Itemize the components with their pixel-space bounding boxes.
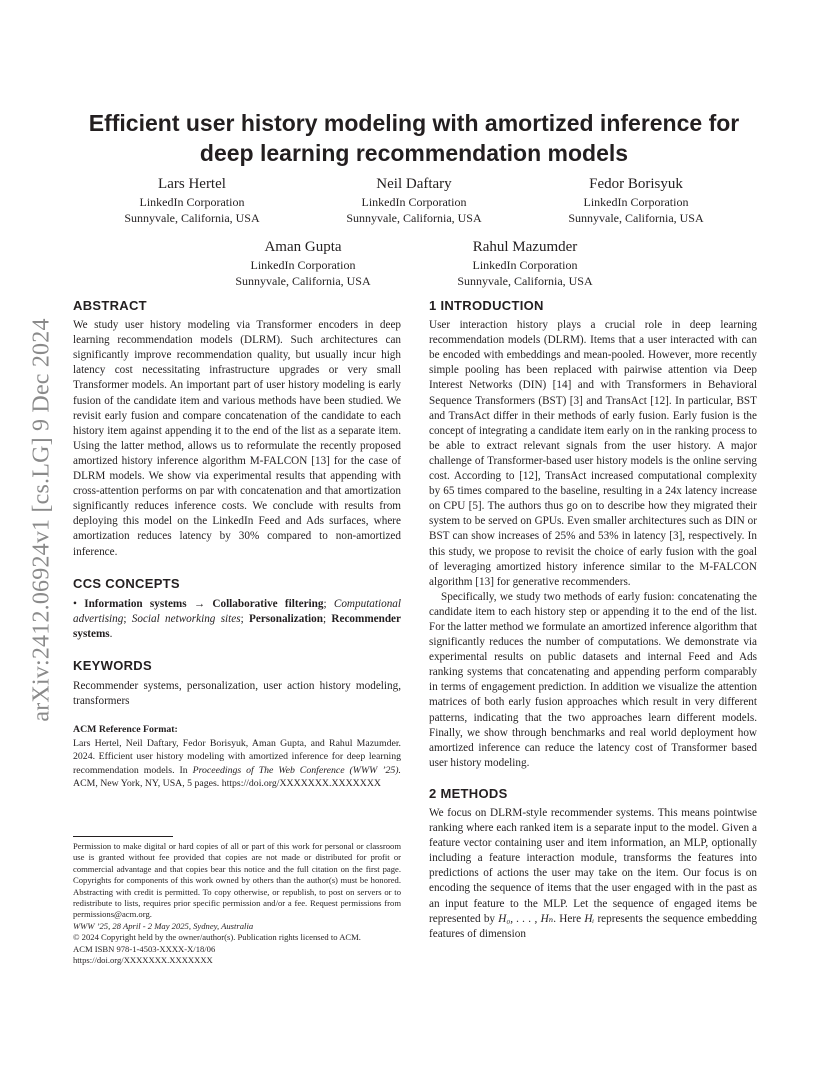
methods-text: represents the sequence embedding features of dimension [429,912,757,940]
author-3 [526,174,746,226]
methods-paragraph [429,806,757,942]
ccs-concept: Personalization [249,612,323,625]
acm-reference-heading: ACM Reference Format: [73,724,178,736]
methods-text: We focus on DLRM-style recommender systems. This means pointwise ranking where each ranked item is a separate input to the model. Given a feature vector containing user and item information, an MLP, optionally including a feature interaction module, transforms the features into predictions of actions the user may take on the item. Our focus is on encoding the sequence of items that the user engaged with in the past as an input feature to the MLP. Let the sequence of engaged items be represented by [429,807,757,925]
right-column [429,298,757,942]
methods-heading: 2 METHODS [429,785,508,801]
acm-reference-part: Lars Hertel, Neil Daftary, Fedor Borisyuk, Aman Gupta, and Rahul Mazumder. 2024. Efficient user history modeling with amortized inference for deep learning recommendation models. In [73,737,401,776]
methods-text: . Here [553,912,585,925]
ccs-concept: Information systems [84,597,187,610]
abstract-heading: ABSTRACT [73,298,147,313]
arxiv-stamp [22,290,62,750]
ccs-end: . [109,627,113,640]
acm-reference-part: ACM, New York, NY, USA, 5 pages. https://doi.org/XXXXXXX.XXXXXXX [73,778,381,790]
author-location: Sunnyvale, California, USA [124,211,260,225]
acm-reference [73,723,401,791]
author-affiliation: LinkedIn Corporation [250,258,356,272]
arxiv-stamp-text: arXiv:2412.06924v1 [cs.LG] 9 Dec 2024 [28,318,55,722]
author-location: Sunnyvale, California, USA [235,274,371,288]
author-location: Sunnyvale, California, USA [346,211,482,225]
author-5 [415,237,635,289]
author-name: Neil Daftary [376,176,452,192]
keywords-text: Recommender systems, personalization, user action history modeling, transformers [73,680,401,708]
ccs-concept: Computational advertising [73,597,402,625]
author-affiliation: LinkedIn Corporation [583,195,689,209]
ccs-concept: Recommender systems [73,612,401,640]
author-name: Rahul Mazumder [472,239,578,255]
author-name: Aman Gupta [264,239,342,255]
ccs-separator: ; [240,612,250,625]
ccs-heading: CCS CONCEPTS [73,575,180,591]
keywords-heading: KEYWORDS [73,657,152,673]
paper-title: Efficient user history modeling with amortized inference for deep learning recommendation models [88,110,740,166]
footnote-rule [73,836,173,837]
author-name: Lars Hertel [158,176,226,192]
permission-text: Permission to make digital or hard copies of all or part of this work for personal or classroom use is granted without fee provided that copies are not made or distributed for profit or commercial advantage and that copies bear this notice and the full citation on the first page. Copyrights for components of this work owned by others than the author(s) must be honored. Abstracting with credit is permitted. To copy otherwise, or republish, to post on servers or to redistribute to lists, requires prior specific permission and/or a fee. Request permissions from permissions@acm.org. [73,841,401,920]
doi-text: https://doi.org/XXXXXXX.XXXXXXX [73,955,213,966]
author-location: Sunnyvale, California, USA [457,274,593,288]
author-affiliation: LinkedIn Corporation [472,258,578,272]
ccs-arrow: → [186,597,213,610]
author-affiliation: LinkedIn Corporation [139,195,245,209]
author-4 [193,237,413,289]
author-location: Sunnyvale, California, USA [568,211,704,225]
isbn-text: ACM ISBN 978-1-4503-XXXX-X/18/06 [73,943,216,954]
conference-info: WWW ’25, 28 April - 2 May 2025, Sydney, Australia [73,920,254,931]
acm-reference-venue: Proceedings of The Web Conference (WWW ’25). [192,764,402,776]
ccs-bullet: • [73,597,77,610]
intro-paragraph: Specifically, we study two methods of early fusion: concatenating the candidate item to each history step or appending it to the end of the list. For the latter method we formulate an amortized inference algorithm that significantly reduces the number of computations. We demonstrate via experimental results on public datasets and internal Feed and Ads ranking systems that concatenating and appending perform comparably in terms of engagement prediction. In addition we visualize the attention matrices of both early fusion approaches which result in very different patterns, indicating that the two approaches learn different models. Finally, we show through benchmarks and real world deployment how amortized inference can reduce the latency cost of Transformer based user history modeling. [429,590,757,769]
author-name: Fedor Borisyuk [589,176,683,192]
intro-paragraph: User interaction history plays a crucial role in deep learning recommendation models (DLRM). Items that a user interacted with can be encoded with embeddings and mean-pooled. However, more recently simple pooling has been replaced with pairwise attention via Deep Interest Networks (DIN) [14] and with Transformers in Behavioral Sequence Transformers (BST) [3] and TransAct [12]. In particular, BST and TransAct differ in their methods of early fusion. Early fusion is the concept of integrating a candidate item early on in the ranking process to be able to extract relevant signals from the user history. A major challenge of Transformer-based user history models is the online serving cost. According to [12], TransAct increased computational complexity by 65 times compared to the baseline, resulting in a 24x latency increase on CPU [5]. The authors thus go on to describe how they migrated their system to be served on GPUs. Even smaller architectures such as DIN or BST can show increases of 25% and 53% in latency [3], respectively. In this study, we propose to revisit the choice of early fusion with the goal of leveraging amortized history inference similar to the M-FALCON algorithm [13] for generative recommenders. [429,319,757,588]
ccs-separator: ; [322,612,332,625]
intro-heading: 1 INTRODUCTION [429,298,544,313]
author-affiliation: LinkedIn Corporation [361,195,467,209]
author-2 [304,174,524,226]
copyright-text: © 2024 Copyright held by the owner/author(s). Publication rights licensed to ACM. [73,932,361,943]
math-expression: H₀, . . . , Hₙ [498,912,554,925]
math-expression: Hᵢ [584,912,595,925]
ccs-concept: Collaborative filtering [212,597,324,610]
ccs-separator: ; [323,597,334,610]
ccs-separator: ; [123,612,132,625]
ccs-concept: Social networking sites [131,612,241,625]
footnote [73,841,401,966]
acm-reference-text [73,737,401,791]
abstract-text: We study user history modeling via Transformer encoders in deep learning recommendation models (DLRM). Such architectures can significantly improve recommendation quality, but usually incur high latency cost necessitating infrastructure upgrades or very small Transformer models. An important part of user history modeling is early fusion of the candidate item and various methods have been studied. We revisit early fusion and compare concatenation of the candidate to each history item against appending it to the end of the list as a separate item. Using the latter method, allows us to reformulate the recently proposed amortized history inference algorithm M-FALCON [13] for the case of DLRM models. We show via experimental results that appending with cross-attention performs on par with concatenation and that amortization significantly reduces inference costs. We conclude with results from deploying this model on the LinkedIn Feed and Ads surfaces, where amortization reduces latency by 30% compared to non-amortized inference. [73,319,401,558]
ccs-concepts [73,597,401,642]
author-1 [82,174,302,226]
left-column [73,298,401,791]
